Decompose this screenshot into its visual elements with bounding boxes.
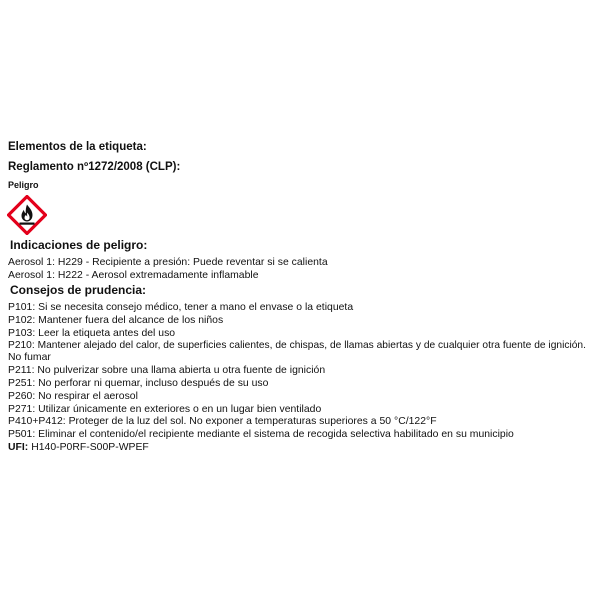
precautionary-statement-p260: P260: No respirar el aerosol xyxy=(8,391,138,402)
ufi-line xyxy=(8,442,149,453)
ufi-label: UFI: xyxy=(8,442,29,453)
signal-word: Peligro xyxy=(8,180,39,190)
hazard-statements-heading: Indicaciones de peligro: xyxy=(10,238,148,252)
precautionary-statement-p102: P102: Mantener fuera del alcance de los niños xyxy=(8,315,224,326)
ufi-code: H140-P0RF-S00P-WPEF xyxy=(31,442,149,453)
precautionary-statement-p103: P103: Leer la etiqueta antes del uso xyxy=(8,328,176,339)
precautionary-statements-heading: Consejos de prudencia: xyxy=(10,283,147,297)
precautionary-statement-p271: P271: Utilizar únicamente en exteriores o en un lugar bien ventilado xyxy=(8,404,322,415)
regulation-title: Reglamento nº1272/2008 (CLP): xyxy=(8,161,181,173)
precautionary-statement-p210-continued: No fumar xyxy=(8,352,51,363)
hazard-statement-h229: Aerosol 1: H229 - Recipiente a presión: Puede reventar si se calienta xyxy=(8,257,328,268)
precautionary-statement-p410-p412: P410+P412: Proteger de la luz del sol. No exponer a temperaturas superiores a 50 °C/122°F xyxy=(8,416,437,427)
flame-ghs-pictogram-icon xyxy=(7,195,47,235)
precautionary-statement-p501: P501: Eliminar el contenido/el recipiente mediante el sistema de recogida selectiva habilitado en su municipio xyxy=(8,429,514,440)
precautionary-statement-p211: P211: No pulverizar sobre una llama abierta u otra fuente de ignición xyxy=(8,365,326,376)
precautionary-statement-p251: P251: No perforar ni quemar, incluso después de su uso xyxy=(8,378,269,389)
precautionary-statement-p210: P210: Mantener alejado del calor, de superficies calientes, de chispas, de llamas abiertas y de cualquier otra fuente de ignición. xyxy=(8,340,586,351)
section-title: Elementos de la etiqueta: xyxy=(8,141,147,153)
precautionary-statement-p101: P101: Si se necesita consejo médico, tener a mano el envase o la etiqueta xyxy=(8,302,354,313)
hazard-statement-h222: Aerosol 1: H222 - Aerosol extremadamente inflamable xyxy=(8,270,259,281)
